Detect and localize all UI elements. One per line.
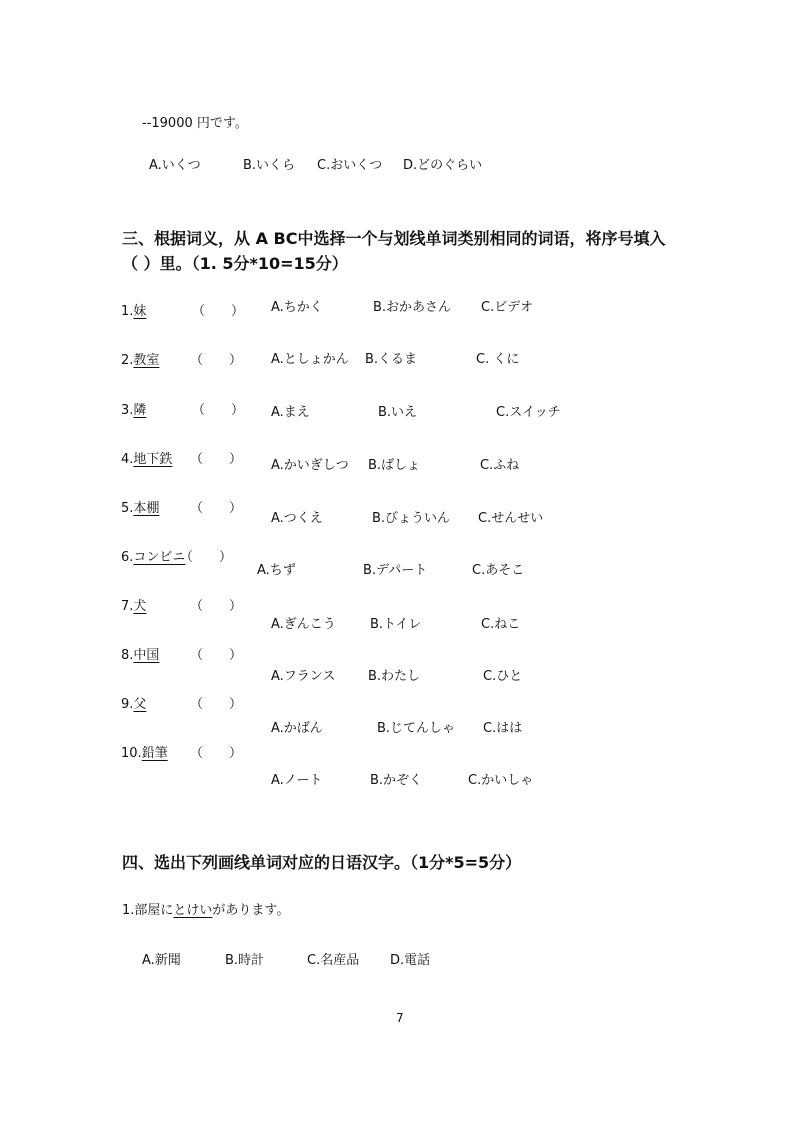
item-label <box>121 399 146 418</box>
q1-option-b: B.時計 <box>225 953 265 968</box>
option-c: C.おいくつ <box>317 158 383 173</box>
item-option-c: C.ねこ <box>481 617 521 632</box>
item-option-c: C.はは <box>483 721 523 736</box>
answer-parentheses: （ ） <box>190 697 243 712</box>
answer-parentheses: （ ） <box>190 501 243 516</box>
item-option-a: A.かばん <box>271 721 323 736</box>
item-number: 8. <box>121 648 134 663</box>
item-number: 10. <box>121 746 142 761</box>
item-option-c: C.ふね <box>480 458 520 473</box>
option-d: D.どのぐらい <box>403 158 483 173</box>
item-option-b: B.わたし <box>368 669 421 684</box>
item-option-a: A.まえ <box>271 405 310 420</box>
q1-option-c: C.名産品 <box>307 953 360 968</box>
q1-underlined-word: とけい <box>173 903 213 918</box>
page-number: 7 <box>396 1011 404 1025</box>
item-number: 2. <box>121 353 134 368</box>
item-option-b: B.じてんしゃ <box>377 721 456 736</box>
item-option-b: B.デパート <box>363 563 428 578</box>
section4-heading: 四、选出下列画线单词对应的日语汉字。（1分*5=5分） <box>122 853 522 872</box>
item-underlined-word: 教室 <box>133 353 160 368</box>
item-label <box>121 742 168 761</box>
item-label <box>121 546 185 565</box>
answer-parentheses: （ ） <box>180 550 233 565</box>
item-number: 1. <box>121 304 134 319</box>
answer-parentheses: （ ） <box>192 304 245 319</box>
q1-post: があります。 <box>212 903 290 918</box>
section4-q1 <box>122 899 289 918</box>
item-number: 7. <box>121 599 134 614</box>
item-label <box>121 644 159 663</box>
answer-parentheses: （ ） <box>190 452 243 467</box>
answer-parentheses: （ ） <box>190 746 243 761</box>
item-label <box>121 693 146 712</box>
item-number: 3. <box>121 403 134 418</box>
item-option-a: A.ちかく <box>271 300 323 315</box>
option-a: A.いくつ <box>149 158 201 173</box>
item-underlined-word: 地下鉄 <box>133 452 173 467</box>
item-underlined-word: 鉛筆 <box>141 746 168 761</box>
item-option-a: A.フランス <box>271 669 336 684</box>
item-underlined-word: 父 <box>133 697 147 712</box>
item-option-a: A.ぎんこう <box>271 617 336 632</box>
item-number: 6. <box>121 550 134 565</box>
item-option-b: B.おかあさん <box>373 300 452 315</box>
q1-option-d: D.電話 <box>390 953 431 968</box>
item-option-c: C. くに <box>476 352 520 367</box>
item-number: 5. <box>121 501 134 516</box>
answer-parentheses: （ ） <box>190 353 243 368</box>
item-option-b: B.くるま <box>365 352 418 367</box>
answer-parentheses: （ ） <box>190 599 243 614</box>
item-underlined-word: 犬 <box>133 599 147 614</box>
item-option-b: B.いえ <box>378 405 418 420</box>
item-underlined-word: 本棚 <box>133 501 160 516</box>
section3-heading-line2: （ ）里。（1. 5分*10=15分） <box>122 254 348 273</box>
item-underlined-word: 中国 <box>133 648 160 663</box>
item-label <box>121 300 146 319</box>
item-option-a: A.ちず <box>257 563 296 578</box>
answer-parentheses: （ ） <box>192 403 245 418</box>
item-label <box>121 595 146 614</box>
item-label <box>121 448 172 467</box>
item-underlined-word: 妹 <box>133 304 147 319</box>
item-option-c: C.ビデオ <box>481 300 533 315</box>
item-label <box>121 497 159 516</box>
item-option-b: B.ばしょ <box>368 458 421 473</box>
item-option-c: C.せんせい <box>478 511 544 526</box>
item-option-b: B.かぞく <box>370 773 423 788</box>
option-b: B.いくら <box>243 158 296 173</box>
item-option-c: C.スイッチ <box>496 405 561 420</box>
item-option-a: A.としょかん <box>271 352 349 367</box>
item-option-c: C.あそこ <box>472 563 525 578</box>
section3-heading-line1: 三、根据词义，从 A BC中选择一个与划线单词类别相同的词语，将序号填入 <box>122 229 666 248</box>
item-option-a: A.つくえ <box>271 511 323 526</box>
item-option-c: C.かいしゃ <box>468 773 534 788</box>
q1-pre: 1.部屋に <box>122 903 174 918</box>
item-number: 4. <box>121 452 134 467</box>
item-option-c: C.ひと <box>483 669 523 684</box>
item-option-a: A.かいぎしつ <box>271 458 349 473</box>
item-number: 9. <box>121 697 134 712</box>
item-option-a: A.ノート <box>271 773 323 788</box>
item-option-b: B.びょういん <box>372 511 451 526</box>
item-underlined-word: 隣 <box>133 403 147 418</box>
item-option-b: B.トイレ <box>370 617 422 632</box>
answer-line: --19000 円です。 <box>142 116 248 131</box>
item-underlined-word: コンビニ <box>133 550 186 565</box>
item-label <box>121 349 159 368</box>
answer-parentheses: （ ） <box>190 648 243 663</box>
q1-option-a: A.新聞 <box>142 953 181 968</box>
